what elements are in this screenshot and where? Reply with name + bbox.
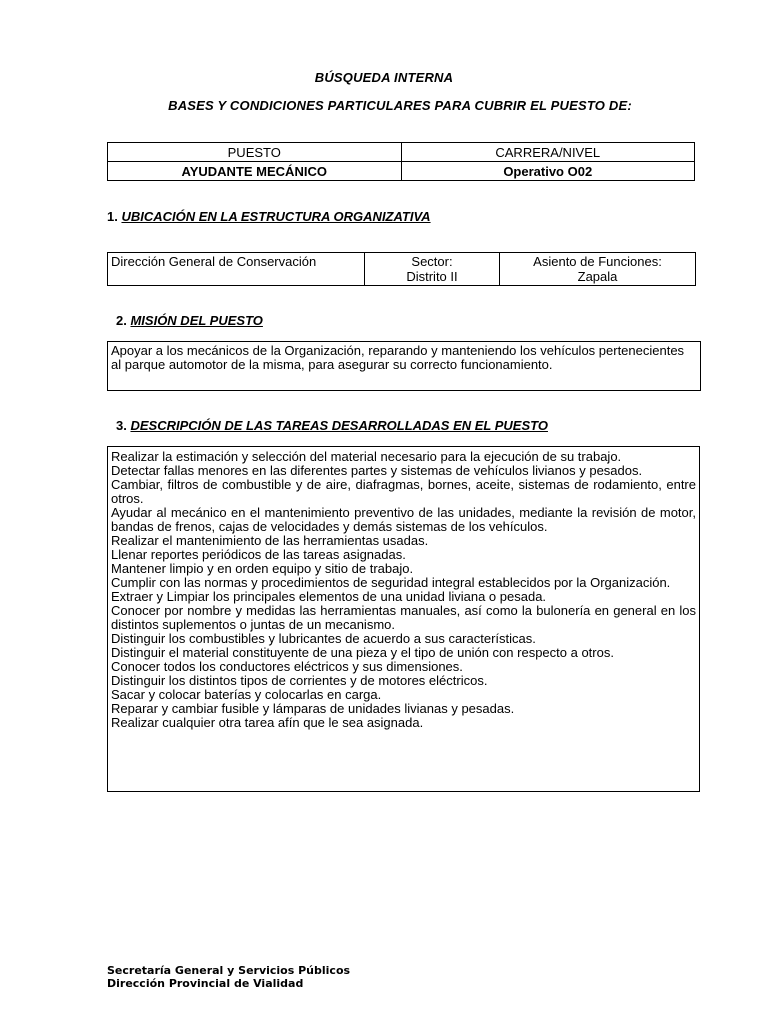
ubicacion-table bbox=[107, 252, 696, 286]
task-item: Realizar el mantenimiento de las herramientas usadas. bbox=[111, 533, 429, 548]
task-item: Cumplir con las normas y procedimientos de seguridad integral establecidos por la Organización. bbox=[111, 575, 671, 590]
asiento-value: Zapala bbox=[577, 269, 618, 284]
carrera-nivel-header-cell: CARRERA/NIVEL bbox=[401, 143, 695, 162]
section-1-heading bbox=[107, 209, 431, 224]
puesto-header-cell: PUESTO bbox=[108, 143, 402, 162]
task-item: Distinguir el material constituyente de una pieza y el tipo de unión con respecto a otros. bbox=[111, 645, 614, 660]
page-footer bbox=[107, 964, 350, 990]
ubicacion-row bbox=[108, 253, 696, 286]
document-title: BÚSQUEDA INTERNA bbox=[314, 70, 454, 85]
task-item: Reparar y cambiar fusible y lámparas de unidades livianas y pesadas. bbox=[111, 701, 515, 716]
section-3-title: DESCRIPCIÓN DE LAS TAREAS DESARROLLADAS EN EL PUESTO bbox=[130, 418, 548, 433]
asiento-label: Asiento de Funciones: bbox=[533, 254, 662, 269]
task-item: Sacar y colocar baterías y colocarlas en carga. bbox=[111, 687, 382, 702]
sector-label: Sector: bbox=[411, 254, 453, 269]
task-item: Conocer todos los conductores eléctricos y sus dimensiones. bbox=[111, 659, 463, 674]
carrera-nivel-value-cell: Operativo O02 bbox=[401, 162, 695, 181]
task-item: Realizar la estimación y selección del material necesario para la ejecución de su trabajo. bbox=[111, 449, 622, 464]
asiento-cell bbox=[500, 253, 696, 286]
section-3-number: 3. bbox=[116, 418, 127, 433]
puesto-table-header-row bbox=[108, 143, 695, 162]
task-item: Realizar cualquier otra tarea afín que le sea asignada. bbox=[111, 715, 424, 730]
tareas-box bbox=[107, 446, 700, 792]
footer-line-1: Secretaría General y Servicios Públicos bbox=[107, 964, 351, 977]
task-item: Cambiar, filtros de combustible y de aire, diafragmas, bornes, aceite, sistemas de rodamiento, entre otros. bbox=[111, 477, 696, 506]
footer-line-2: Dirección Provincial de Vialidad bbox=[107, 977, 304, 990]
task-item: Llenar reportes periódicos de las tareas asignadas. bbox=[111, 547, 406, 562]
section-2-title: MISIÓN DEL PUESTO bbox=[130, 313, 263, 328]
mision-box: Apoyar a los mecánicos de la Organización, reparando y manteniendo los vehículos pertenecientes al parque automotor de la misma, para asegurar su correcto funcionamiento. bbox=[107, 341, 701, 391]
task-item: Ayudar al mecánico en el mantenimiento preventivo de las unidades, mediante la revisión de motor, bandas de frenos, cajas de velocidades y demás sistemas de los vehículos. bbox=[111, 505, 696, 534]
section-1-number: 1. bbox=[107, 209, 118, 224]
task-item: Mantener limpio y en orden equipo y sitio de trabajo. bbox=[111, 561, 414, 576]
task-item: Conocer por nombre y medidas las herramientas manuales, así como la bulonería en general en los distintos suplementos o juntas de un mecanismo. bbox=[111, 603, 696, 632]
puesto-table-value-row bbox=[108, 162, 695, 181]
task-item: Detectar fallas menores en las diferentes partes y sistemas de vehículos livianos y pesados. bbox=[111, 463, 643, 478]
sector-value: Distrito II bbox=[406, 269, 458, 284]
direccion-cell: Dirección General de Conservación bbox=[108, 253, 365, 286]
document-subtitle: BASES Y CONDICIONES PARTICULARES PARA CUBRIR EL PUESTO DE: bbox=[168, 98, 632, 113]
puesto-table bbox=[107, 142, 695, 181]
task-item: Distinguir los combustibles y lubricantes de acuerdo a sus características. bbox=[111, 631, 536, 646]
section-3-heading bbox=[116, 418, 548, 433]
task-item: Extraer y Limpiar los principales elementos de una unidad liviana o pesada. bbox=[111, 589, 547, 604]
section-2-heading bbox=[116, 313, 263, 328]
puesto-value-cell: AYUDANTE MECÁNICO bbox=[108, 162, 402, 181]
section-1-title: UBICACIÓN EN LA ESTRUCTURA ORGANIZATIVA bbox=[121, 209, 431, 224]
section-2-number: 2. bbox=[116, 313, 127, 328]
task-item: Distinguir los distintos tipos de corrientes y de motores eléctricos. bbox=[111, 673, 488, 688]
sector-cell bbox=[365, 253, 500, 286]
